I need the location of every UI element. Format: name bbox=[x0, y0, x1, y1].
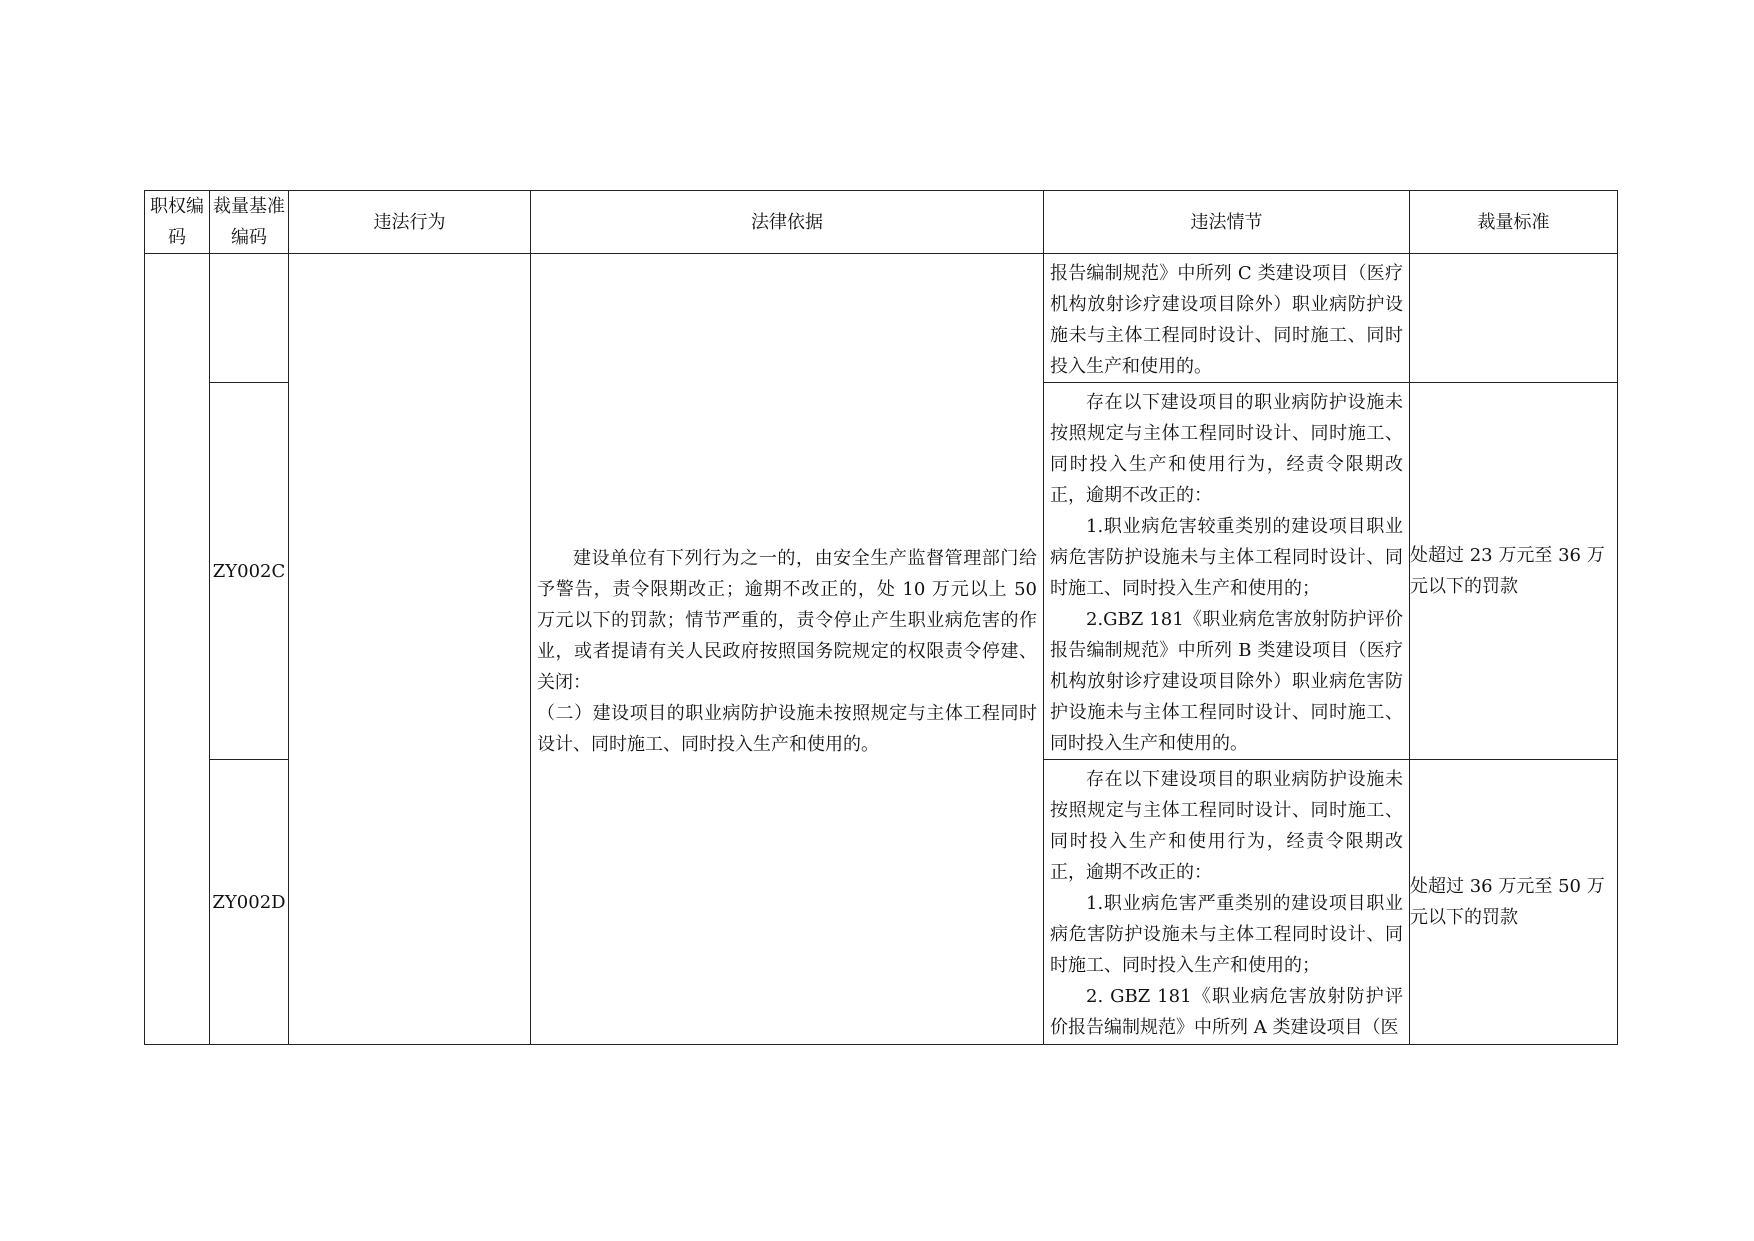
legal-basis-paragraph: 建设单位有下列行为之一的，由安全生产监督管理部门给予警告，责令限期改正；逾期不改正的，处 10 万元以上 50 万元以下的罚款；情节严重的，责令停止产生职业病危害的作业，或者提请有关人民政府按照国务院规定的权限责令停建、关闭： bbox=[537, 547, 1037, 693]
table-header-row bbox=[145, 191, 1618, 254]
legal-basis-cell bbox=[531, 254, 1044, 1045]
circumstances-item-2: 2. GBZ 181《职业病危害放射防护评价报告编制规范》中所列 A 类建设项目（医 bbox=[1050, 986, 1403, 1038]
illegal-act-cell bbox=[289, 254, 531, 1045]
circumstances-cell bbox=[1044, 254, 1410, 383]
circumstances-item-1: 1.职业病危害严重类别的建设项目职业病危害防护设施未与主体工程同时设计、同时施工、同时投入生产和使用的； bbox=[1050, 893, 1403, 976]
header-discretion-code: 裁量基准编码 bbox=[210, 191, 289, 254]
header-legal-basis: 法律依据 bbox=[531, 191, 1044, 254]
circumstances-item-1: 1.职业病危害较重类别的建设项目职业病危害防护设施未与主体工程同时设计、同时施工、同时投入生产和使用的； bbox=[1050, 516, 1403, 599]
circumstances-item-2: 2.GBZ 181《职业病危害放射防护评价报告编制规范》中所列 B 类建设项目（医疗机构放射诊疗建设项目除外）职业病危害防护设施未与主体工程同时设计、同时施工、同时投入生产和使用的。 bbox=[1050, 609, 1403, 754]
table-row bbox=[145, 254, 1618, 383]
circumstances-text: 报告编制规范》中所列 C 类建设项目（医疗机构放射诊疗建设项目除外）职业病防护设施未与主体工程同时设计、同时施工、同时投入生产和使用的。 bbox=[1050, 263, 1403, 377]
discretion-code-cell: ZY002D bbox=[210, 760, 289, 1045]
circumstances-intro: 存在以下建设项目的职业病防护设施未按照规定与主体工程同时设计、同时施工、同时投入生产和使用行为，经责令限期改正，逾期不改正的： bbox=[1050, 392, 1403, 506]
standard-cell: 处超过 23 万元至 36 万元以下的罚款 bbox=[1410, 383, 1618, 760]
discretion-code-cell: ZY002C bbox=[210, 383, 289, 760]
circumstances-cell bbox=[1044, 383, 1410, 760]
header-circumstances: 违法情节 bbox=[1044, 191, 1410, 254]
legal-basis-clause: （二）建设项目的职业病防护设施未按照规定与主体工程同时设计、同时施工、同时投入生产和使用的。 bbox=[537, 702, 1037, 755]
authority-code-cell bbox=[145, 254, 210, 1045]
circumstances-cell bbox=[1044, 760, 1410, 1045]
discretion-code-cell bbox=[210, 254, 289, 383]
discretion-standard-table bbox=[144, 190, 1618, 1045]
standard-cell: 处超过 36 万元至 50 万元以下的罚款 bbox=[1410, 760, 1618, 1045]
header-illegal-act: 违法行为 bbox=[289, 191, 531, 254]
header-authority-code: 职权编码 bbox=[145, 191, 210, 254]
header-standard: 裁量标准 bbox=[1410, 191, 1618, 254]
circumstances-intro: 存在以下建设项目的职业病防护设施未按照规定与主体工程同时设计、同时施工、同时投入生产和使用行为，经责令限期改正，逾期不改正的： bbox=[1050, 769, 1403, 883]
standard-cell bbox=[1410, 254, 1618, 383]
